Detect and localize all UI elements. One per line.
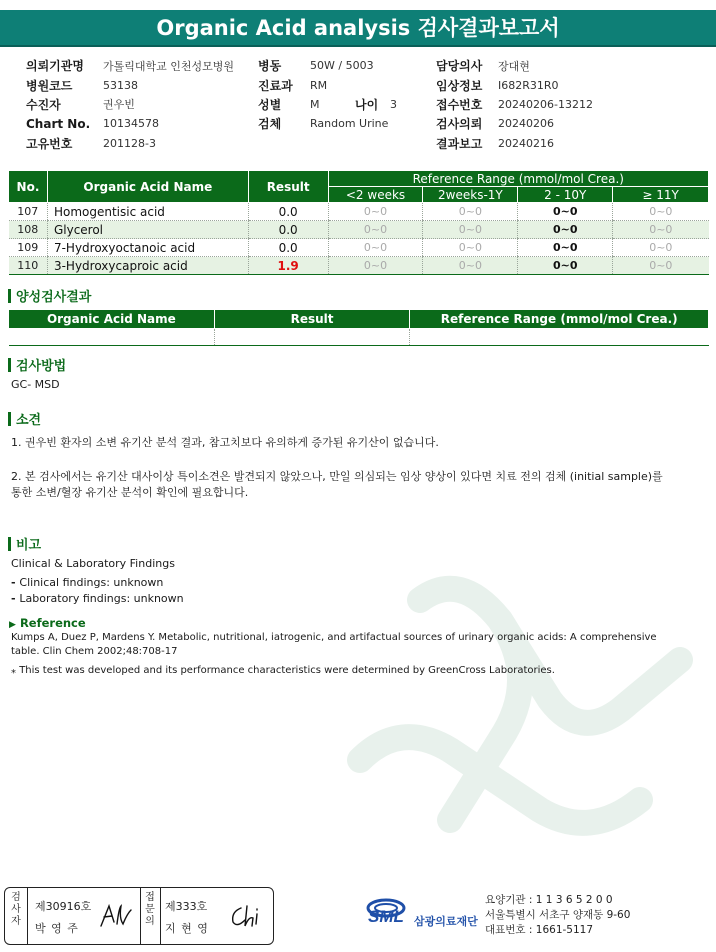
table-row bbox=[9, 221, 709, 239]
approver-label-char: 접 bbox=[145, 892, 155, 903]
cell-result: 0.0 bbox=[248, 239, 328, 257]
approver-signature bbox=[227, 900, 267, 932]
method-text: GC- MSD bbox=[11, 378, 60, 391]
positive-header-name: Organic Acid Name bbox=[9, 310, 215, 329]
value-doctor: 장대현 bbox=[498, 59, 530, 73]
method-section-heading bbox=[8, 355, 66, 374]
header-reference-range: Reference Range (mmol/mol Crea.) bbox=[328, 171, 708, 187]
examiner-signature bbox=[97, 900, 137, 932]
remarks-laboratory: - Laboratory findings: unknown bbox=[11, 592, 184, 605]
reference-citation-line-2: table. Clin Chem 2002;48:708-17 bbox=[11, 646, 178, 657]
value-age: 3 bbox=[390, 97, 397, 111]
patient-info-col3 bbox=[436, 56, 593, 153]
cell-range: 0~0 bbox=[328, 221, 423, 239]
report-title: Organic Acid analysis 검사결과보고서 bbox=[0, 10, 716, 47]
cell-range: 0~0 bbox=[518, 239, 613, 257]
table-row bbox=[9, 257, 709, 275]
positive-section-title: 양성검사결과 bbox=[16, 290, 92, 305]
remarks-clinical: - Clinical findings: unknown bbox=[11, 576, 164, 589]
cell-result: 0.0 bbox=[248, 221, 328, 239]
table-row bbox=[9, 203, 709, 221]
cell-no: 110 bbox=[9, 257, 48, 275]
label-ward: 병동 bbox=[258, 59, 282, 74]
label-hospital: 의뢰기관명 bbox=[26, 59, 84, 74]
cell-range: 0~0 bbox=[613, 257, 709, 275]
org-code: 요양기관 : 1 1 3 6 5 2 0 0 bbox=[485, 894, 613, 906]
header-acid-name: Organic Acid Name bbox=[47, 171, 248, 203]
results-table bbox=[8, 170, 709, 275]
cell-range: 0~0 bbox=[328, 257, 423, 275]
examiner-license: 제30916호 bbox=[35, 900, 92, 913]
value-report-date: 20240216 bbox=[498, 136, 554, 150]
org-phone: 대표번호 : 1661-5117 bbox=[485, 924, 594, 936]
approver-label bbox=[140, 892, 160, 928]
label-unique-no: 고유번호 bbox=[26, 136, 73, 151]
findings-section-heading bbox=[8, 409, 41, 428]
label-chart-no: Chart No. bbox=[26, 116, 91, 131]
value-specimen: Random Urine bbox=[310, 117, 389, 131]
asterisk-icon: ⁎ bbox=[11, 665, 16, 676]
approver-name: 지 현 영 bbox=[165, 922, 209, 935]
remarks-section-title: 비고 bbox=[16, 538, 42, 553]
cell-acid-name: 3-Hydroxycaproic acid bbox=[47, 257, 248, 275]
value-clinical-info: I682R31R0 bbox=[498, 78, 559, 92]
logo-text: SML bbox=[368, 907, 404, 926]
section-marker bbox=[8, 358, 11, 372]
section-marker bbox=[8, 412, 11, 426]
value-department: RM bbox=[310, 78, 328, 92]
cell-acid-name: Homogentisic acid bbox=[47, 203, 248, 221]
section-marker bbox=[8, 289, 11, 303]
value-patient: 권우빈 bbox=[103, 98, 135, 112]
value-hospital-code: 53138 bbox=[103, 78, 138, 92]
value-accession-no: 20240206-13212 bbox=[498, 97, 593, 111]
findings-paragraph-1: 1. 권우빈 환자의 소변 유기산 분석 결과, 참고치보다 유의하게 증가된 유기산이 없습니다. bbox=[11, 436, 439, 449]
value-sex: M bbox=[310, 97, 320, 111]
empty-cell bbox=[410, 329, 709, 346]
cell-range: 0~0 bbox=[518, 221, 613, 239]
examiner-label-char: 검 bbox=[11, 892, 21, 903]
header-age-group: ≥ 11Y bbox=[613, 187, 709, 203]
label-accession-no: 접수번호 bbox=[436, 97, 483, 112]
label-hospital-code: 병원코드 bbox=[26, 78, 73, 93]
org-info bbox=[485, 893, 630, 938]
examiner-label-char: 사 bbox=[11, 904, 21, 915]
remarks-heading: Clinical & Laboratory Findings bbox=[11, 557, 175, 570]
patient-info-col2 bbox=[258, 56, 397, 134]
approver-label-char: 문 bbox=[145, 904, 155, 915]
report-footer bbox=[4, 887, 713, 945]
signature-box bbox=[4, 887, 274, 945]
value-ward: 50W / 5003 bbox=[310, 59, 374, 73]
label-clinical-info: 임상정보 bbox=[436, 78, 483, 93]
empty-cell bbox=[9, 329, 215, 346]
reference-title: Reference bbox=[19, 616, 86, 630]
reference-note-text: This test was developed and its performance characteristics were determined by GreenCross Laboratories. bbox=[19, 665, 555, 676]
header-age-group: 2weeks-1Y bbox=[423, 187, 518, 203]
cell-range: 0~0 bbox=[423, 221, 518, 239]
remarks-clinical-text: Clinical findings: unknown bbox=[19, 576, 164, 589]
section-marker bbox=[8, 537, 11, 551]
table-row bbox=[9, 239, 709, 257]
header-no: No. bbox=[9, 171, 48, 203]
positive-header-result: Result bbox=[214, 310, 410, 329]
label-report-date: 결과보고 bbox=[436, 136, 483, 151]
cell-range: 0~0 bbox=[423, 239, 518, 257]
positive-section-heading bbox=[8, 286, 91, 305]
cell-range: 0~0 bbox=[423, 203, 518, 221]
label-doctor: 담당의사 bbox=[436, 59, 483, 74]
reference-citation-line-1: Kumps A, Duez P, Mardens Y. Metabolic, nutritional, iatrogenic, and artifactual sources of urinary organic acids: A comprehensive bbox=[11, 632, 657, 643]
org-name: 삼광의료재단 bbox=[414, 915, 478, 928]
patient-info-col1 bbox=[26, 56, 234, 153]
divider bbox=[27, 888, 28, 944]
positive-results-table bbox=[8, 309, 709, 346]
value-request-date: 20240206 bbox=[498, 117, 554, 131]
method-section-title: 검사방법 bbox=[16, 359, 67, 374]
value-chart-no: 10134578 bbox=[103, 117, 159, 131]
cell-range: 0~0 bbox=[328, 203, 423, 221]
examiner-name: 박 영 주 bbox=[35, 922, 79, 935]
cell-acid-name: 7-Hydroxyoctanoic acid bbox=[47, 239, 248, 257]
remarks-laboratory-text: Laboratory findings: unknown bbox=[19, 592, 184, 605]
cell-result: 0.0 bbox=[248, 203, 328, 221]
cell-range: 0~0 bbox=[613, 239, 709, 257]
value-unique-no: 201128-3 bbox=[103, 136, 156, 150]
label-sex: 성별 bbox=[258, 97, 282, 112]
label-specimen: 검체 bbox=[258, 117, 282, 132]
examiner-label bbox=[6, 892, 26, 928]
positive-header-reference: Reference Range (mmol/mol Crea.) bbox=[410, 310, 709, 329]
header-age-group: <2 weeks bbox=[328, 187, 423, 203]
divider bbox=[160, 888, 161, 944]
table-row bbox=[9, 329, 709, 346]
approver-label-char: 의 bbox=[145, 916, 155, 927]
reference-note bbox=[11, 664, 555, 678]
cell-result-high: 1.9 bbox=[248, 257, 328, 275]
approver-license: 제333호 bbox=[165, 900, 208, 913]
label-patient: 수진자 bbox=[26, 97, 61, 112]
cell-acid-name: Glycerol bbox=[47, 221, 248, 239]
empty-cell bbox=[214, 329, 410, 346]
cell-no: 107 bbox=[9, 203, 48, 221]
label-request-date: 검사의뢰 bbox=[436, 117, 483, 132]
findings-paragraph-2-line-2: 통한 소변/혈장 유기산 분석이 확인에 필요합니다. bbox=[11, 486, 249, 499]
org-address: 서울특별시 서초구 양재동 9-60 bbox=[485, 909, 631, 921]
cell-no: 109 bbox=[9, 239, 48, 257]
cell-range: 0~0 bbox=[518, 203, 613, 221]
cell-no: 108 bbox=[9, 221, 48, 239]
findings-section-title: 소견 bbox=[16, 413, 42, 428]
header-result: Result bbox=[248, 171, 328, 203]
remarks-section-heading bbox=[8, 534, 41, 553]
cell-range: 0~0 bbox=[423, 257, 518, 275]
triangle-icon: ▶ bbox=[9, 620, 16, 630]
cell-range: 0~0 bbox=[613, 221, 709, 239]
cell-range: 0~0 bbox=[328, 239, 423, 257]
header-age-group: 2 - 10Y bbox=[518, 187, 613, 203]
label-age: 나이 bbox=[355, 97, 379, 112]
value-hospital: 가톨릭대학교 인천성모병원 bbox=[103, 59, 235, 73]
examiner-label-char: 자 bbox=[11, 916, 21, 927]
findings-paragraph-2-line-1: 2. 본 검사에서는 유기산 대사이상 특이소견은 발견되지 않았으나, 만일 의심되는 임상 양상이 있다면 치료 전의 검체 (initial sample)를 bbox=[11, 470, 663, 483]
label-department: 진료과 bbox=[258, 78, 293, 93]
cell-range: 0~0 bbox=[518, 257, 613, 275]
cell-range: 0~0 bbox=[613, 203, 709, 221]
